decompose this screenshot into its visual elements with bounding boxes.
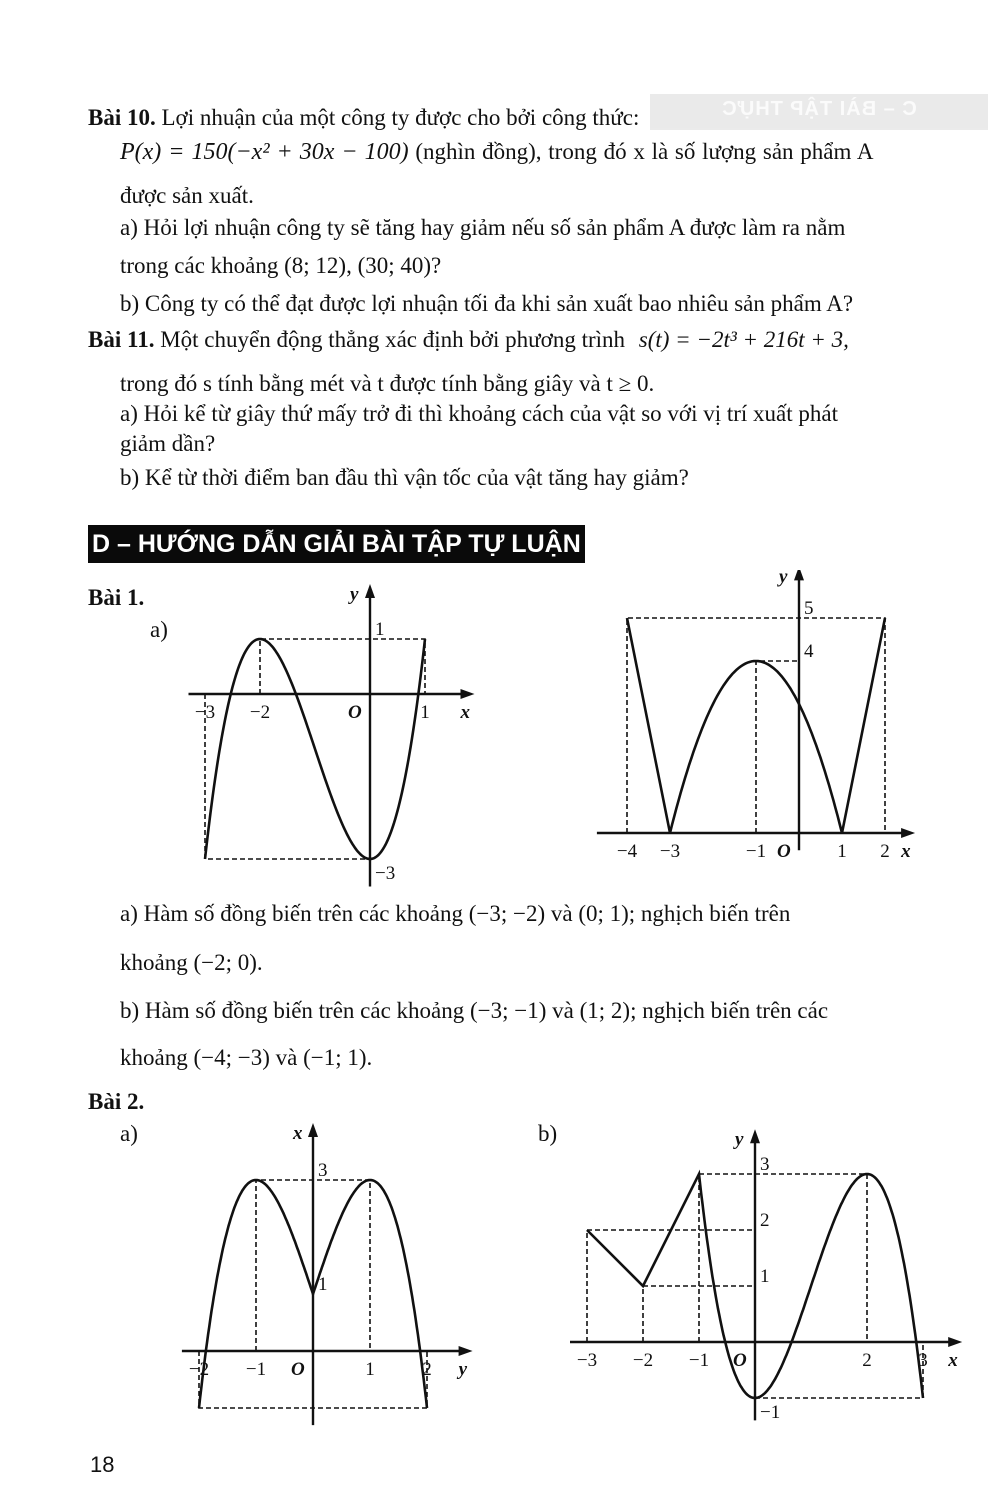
bai10-intro: Lợi nhuận của một công ty được cho bởi công thức:: [161, 105, 640, 130]
bai10-formula: P(x) = 150(−x² + 30x − 100): [120, 139, 409, 165]
sol2-label-a: a): [120, 1121, 138, 1146]
origin-label: O: [777, 841, 791, 862]
y-axis-label: y: [779, 570, 788, 588]
x-tick-label: −2: [249, 702, 271, 723]
bai11-formula: s(t) = −2t³ + 216t + 3,: [638, 327, 849, 352]
y-axis-label: x: [293, 1123, 303, 1144]
x-tick-label: −1: [245, 1359, 267, 1380]
sol2-title: Bài 2.: [88, 1089, 145, 1114]
bai11-question-a-2: giảm dần?: [120, 431, 216, 456]
x-tick-label: 3: [918, 1350, 928, 1371]
x-axis-arrow-icon: [901, 828, 915, 838]
guide-line: [699, 1174, 867, 1342]
origin-label: O: [291, 1359, 305, 1380]
bai11-question-b: b) Kể từ thời điểm ban đầu thì vận tốc của vật tăng hay giảm?: [120, 465, 689, 490]
y-tick-label: 1: [318, 1274, 328, 1295]
y-axis-label: y: [735, 1129, 744, 1151]
bai11-intro: Một chuyển động thẳng xác định bởi phương trình: [160, 327, 626, 352]
x-tick-label: 2: [880, 841, 890, 862]
y-tick-label: 3: [760, 1154, 770, 1175]
bai10-line3: được sản xuất.: [120, 183, 254, 208]
bai10-line1: [88, 104, 639, 132]
sol1-answer-a-2: khoảng (−2; 0).: [120, 950, 263, 975]
y-axis-label: y: [350, 584, 359, 605]
x-tick-label: −4: [616, 841, 638, 862]
series-curve-f: [205, 639, 425, 859]
x-tick-label: 1: [837, 841, 847, 862]
x-tick-label: −3: [576, 1350, 598, 1371]
y-axis-arrow-icon: [308, 1123, 318, 1137]
y-axis-arrow-icon: [750, 1129, 760, 1143]
bai10-line2: [120, 138, 874, 167]
x-tick-label: 1: [420, 702, 430, 723]
sol1-answer-a-1: a) Hàm số đồng biến trên các khoảng (−3; −2) và (0; 1); nghịch biến trên: [120, 901, 791, 926]
section-header: D – HƯỚNG DẪN GIẢI BÀI TẬP TỰ LUẬN: [88, 525, 585, 563]
y-axis-arrow-icon: [365, 584, 375, 598]
sol1-title: Bài 1.: [88, 585, 145, 610]
x-tick-label: 2: [862, 1350, 872, 1371]
x-tick-label: −3: [659, 841, 681, 862]
y-tick-label: 2: [760, 1210, 770, 1231]
x-axis-label: x: [948, 1350, 958, 1371]
x-tick-label: −2: [188, 1359, 210, 1380]
guide-line: [756, 661, 799, 833]
bai11-question-a-1: a) Hỏi kể từ giây thứ mấy trở đi thì khoảng cách của vật so với vị trí xuất phát: [120, 401, 838, 426]
bai10-question-b: b) Công ty có thể đạt được lợi nhuận tối đa khi sản xuất bao nhiêu sản phẩm A?: [120, 291, 854, 316]
x-tick-label: 1: [365, 1359, 375, 1380]
y-tick-label: 5: [804, 598, 814, 619]
ghost-header-text: C – BÀI TẬP THỰC: [721, 98, 917, 120]
x-axis-label: y: [458, 1359, 468, 1380]
x-axis-label: x: [901, 841, 911, 862]
x-axis-label: x: [460, 702, 470, 723]
x-axis-arrow-icon: [461, 689, 475, 699]
guide-line: [205, 694, 370, 859]
bai10-question-a-1: a) Hỏi lợi nhuận công ty sẽ tăng hay giảm nếu số sản phẩm A được làm ra nằm: [120, 215, 846, 240]
chart-bai2b: [570, 1110, 990, 1430]
bai11-line1: [88, 326, 849, 354]
x-tick-label: 2: [422, 1359, 432, 1380]
y-axis-arrow-icon: [794, 570, 804, 580]
bai11-title: Bài 11.: [88, 327, 155, 352]
sol1-answer-b-1: b) Hàm số đồng biến trên các khoảng (−3; −1) và (1; 2); nghịch biến trên các: [120, 998, 829, 1023]
x-axis-arrow-icon: [459, 1346, 473, 1356]
bai10-title: Bài 10.: [88, 105, 156, 130]
chart-bai1a: [170, 580, 490, 890]
sol2-label-b: b): [538, 1121, 558, 1146]
x-tick-label: −1: [745, 841, 767, 862]
sol1-answer-b-2: khoảng (−4; −3) và (−1; 1).: [120, 1045, 373, 1070]
bai10-question-a-2: trong các khoảng (8; 12), (30; 40)?: [120, 253, 442, 278]
x-tick-label: −3: [194, 702, 216, 723]
y-tick-label: 1: [375, 619, 385, 640]
chart-bai1b: [590, 570, 940, 870]
y-tick-label: −1: [760, 1402, 781, 1423]
origin-label: O: [348, 702, 362, 723]
origin-label: O: [733, 1350, 747, 1371]
y-tick-label: 1: [760, 1266, 770, 1287]
ghost-header-bleed: [650, 94, 988, 130]
x-tick-label: −2: [632, 1350, 654, 1371]
y-tick-label: −3: [375, 863, 396, 884]
chart-bai2a: [160, 1120, 490, 1430]
y-tick-label: 3: [318, 1160, 328, 1181]
y-tick-label: 4: [804, 641, 814, 662]
sol1-label-a: a): [150, 617, 168, 642]
x-tick-label: −1: [688, 1350, 710, 1371]
page-number: 18: [90, 1452, 115, 1477]
bai11-line2: trong đó s tính bằng mét và t được tính bằng giây và t ≥ 0.: [120, 371, 655, 396]
bai10-formula-tail: (nghìn đồng), trong đó x là số lượng sản phẩm A: [415, 139, 874, 164]
x-axis-arrow-icon: [948, 1337, 962, 1347]
